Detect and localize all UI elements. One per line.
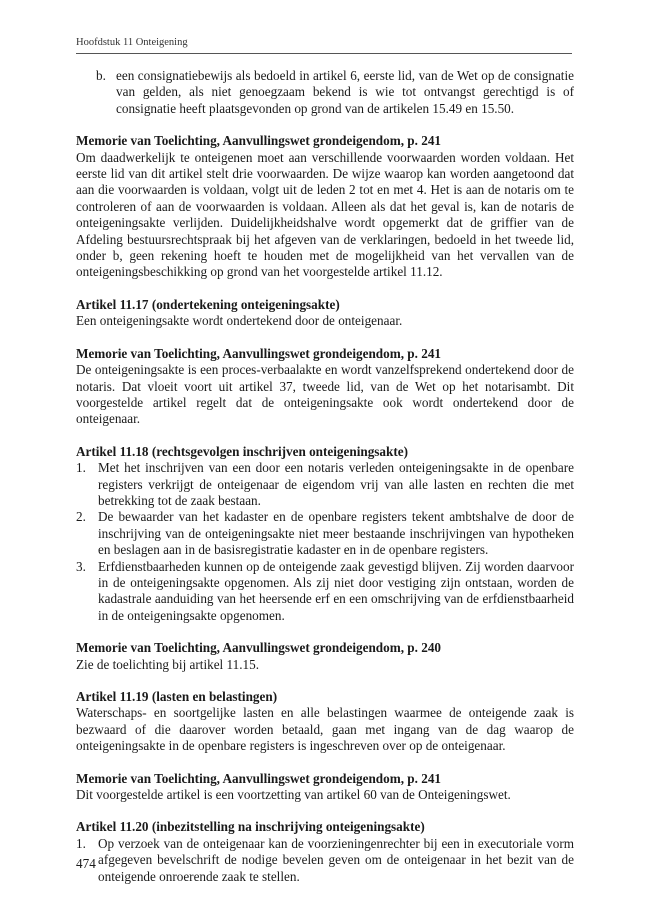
- list-item-text: De bewaarder van het kadaster en de openbare registers tekent ambtshalve de door de inschrijving van de onteigeningsakte niet meer bestaande inschrijvingen van hypotheken en beslagen aan in de basisregistratie kadaster en in de openbare registers.: [98, 509, 574, 558]
- page-number: 474: [76, 856, 96, 871]
- list-item: [76, 509, 574, 558]
- section-mvt-1: [76, 133, 574, 281]
- list-item-marker: 1.: [76, 460, 86, 476]
- section-heading: Memorie van Toelichting, Aanvullingswet grondeigendom, p. 240: [76, 640, 442, 656]
- list-item-marker: 2.: [76, 509, 86, 525]
- section-heading: Artikel 11.19 (lasten en belastingen): [76, 689, 278, 704]
- list-item-text: Op verzoek van de onteigenaar kan de voorzieningenrechter bij een in executoriale vorm afgegeven bevelschrift de nodige bevelen geven om de onteigenaar in het bezit van de onteigende onroerende zaak te stellen.: [98, 835, 574, 884]
- page-body: [76, 68, 574, 901]
- section-text: Om daadwerkelijk te onteigenen moet aan verschillende voorwaarden worden voldaan. Het eerste lid van dit artikel stelt drie voorwaarden. De wijze waarop kan worden aangetoond dat aan die voorwaarden is voldaan, volgt uit de leden 2 tot en met 4. Het is aan de notaris om te controleren of aan de voorwaarden is voldaan. Alleen als dat het geval is, kan de notaris de onteigeningsakte verlijden. Duidelijkheidshalve wordt opgemerkt dat de griffier van de Afdeling bestuursrechtspraak bij het afgeven van de verklaringen, bedoeld in het tweede lid, onder b, geen rekening hoeft te houden met de mogelijkheid van het vervallen van de onteigeningsbeschikking op grond van het voorgestelde artikel 11.12.: [76, 149, 574, 280]
- lead-item-block: [76, 68, 574, 117]
- section-text: Een onteigeningsakte wordt ondertekend door de onteigenaar.: [76, 313, 403, 329]
- list-item: [76, 559, 574, 625]
- section-art-11-19: [76, 689, 574, 755]
- list-item: [76, 68, 574, 117]
- section-mvt-2: [76, 346, 574, 428]
- list-item-marker: 1.: [76, 835, 86, 851]
- section-text: Zie de toelichting bij artikel 11.15.: [76, 656, 259, 672]
- section-heading: Artikel 11.20 (inbezitstelling na inschrijving onteigeningsakte): [76, 819, 425, 835]
- list-item-marker: 3.: [76, 558, 86, 574]
- section-heading: Memorie van Toelichting, Aanvullingswet grondeigendom, p. 241: [76, 133, 442, 149]
- section-heading: Memorie van Toelichting, Aanvullingswet grondeigendom, p. 241: [76, 345, 442, 361]
- section-art-11-20: [76, 819, 574, 885]
- section-text: Waterschaps- en soortgelijke lasten en alle belastingen waarmee de onteigende zaak is bezwaard of die daarover worden betaald, gaan met ingang van de dag waarop de onteigeningsakte in de openbare registers is ingeschreven over op de onteigenaar.: [76, 705, 574, 754]
- list-item-text: Erfdienstbaarheden kunnen op de onteigende zaak gevestigd blijven. Zij worden daarvoor in de onteigeningsakte opgenomen. Als zij niet door vestiging zijn ontstaan, worden de kadastrale aanduiding van het heersende erf en een omschrijving van de erfdienstbaarheid in de onteigeningsakte opgenomen.: [98, 558, 574, 623]
- section-mvt-3: [76, 640, 574, 673]
- list-item: [76, 460, 574, 509]
- header-rule: [76, 53, 572, 54]
- section-mvt-4: [76, 771, 574, 804]
- list-item-text: Met het inschrijven van een door een notaris verleden onteigeningsakte in de openbare registers verkrijgt de onteigenaar de eigendom vrij van alle lasten en rechten die met betrekking tot de zaak bestaan.: [98, 460, 574, 508]
- section-heading: Artikel 11.18 (rechtsgevolgen inschrijven onteigeningsakte): [76, 443, 408, 459]
- section-art-11-17: [76, 297, 574, 330]
- section-art-11-18: [76, 444, 574, 624]
- running-head: Hoofdstuk 11 Onteigening: [76, 37, 188, 48]
- section-text: De onteigeningsakte is een proces-verbaalakte en wordt vanzelfsprekend ondertekend door de notaris. Dat vloeit voort uit artikel 37, tweede lid, van de Wet op het notarisambt. Dit voorgestelde artikel regelt dat de onteigeningsakte ook wordt ondertekend door de onteigenaar.: [76, 362, 574, 427]
- list-item-marker: b.: [96, 68, 106, 83]
- section-text: Dit voorgestelde artikel is een voortzetting van artikel 60 van de Onteigeningswet.: [76, 787, 511, 803]
- section-heading: Artikel 11.17 (ondertekening onteigeningsakte): [76, 296, 340, 312]
- list-item-text: een consignatiebewijs als bedoeld in artikel 6, eerste lid, van de Wet op de consignatie van gelden, als niet genoegzaam bekend is wie tot ontvangst gerechtigd is of consignatie heeft plaatsgevonden op grond van de artikelen 15.49 en 15.50.: [116, 68, 574, 116]
- section-heading: Memorie van Toelichting, Aanvullingswet grondeigendom, p. 241: [76, 770, 442, 786]
- list-item: [76, 836, 574, 885]
